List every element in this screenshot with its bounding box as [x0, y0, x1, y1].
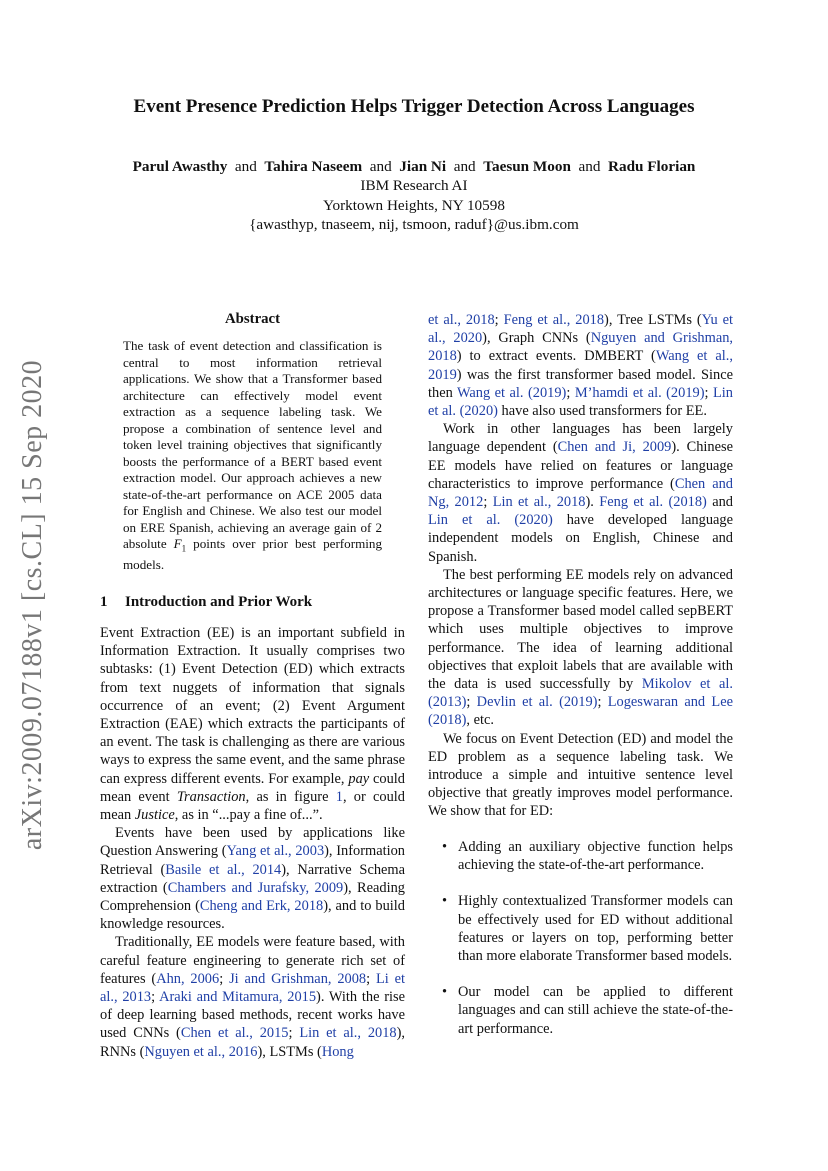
section-title: Introduction and Prior Work [125, 594, 313, 610]
abstract-body: The task of event detection and classification is central to most information retrieval applications. We show that a Transformer based architecture can effectively model event extraction as a sequence labeling task. We propose a combination of sentence level and token level training objectives that significantly boosts the performance of a BERT based event extraction model. Our approach achieves a new state-of-the-art performance on ACE 2005 data for English and Chinese. We also test our model on ERE Spanish, achieving an average gain of 2 absolute $F_1$ points over prior best performing models. [123, 338, 382, 573]
bullet-icon: • [442, 839, 448, 855]
citation-link[interactable]: Lin et al., 2018 [299, 1025, 397, 1042]
citation-link[interactable]: Mikolov et al. (2013) [428, 676, 734, 711]
list-item: • Highly contextualized Transformer models can be effectively used for ED without additional features or layers on top, performing better than more elaborate Transformer based models. [442, 893, 733, 965]
citation-link[interactable]: et al., 2018 [428, 312, 495, 328]
author-separator: and [578, 158, 601, 175]
citation-link[interactable]: Yu et al., 2020 [428, 312, 734, 347]
author-name: Parul Awasthy [132, 158, 228, 175]
citation-link[interactable]: Lin et al., 2018 [492, 494, 586, 511]
paragraph: Event Extraction (EE) is an important subfield in Information Extraction. It usually comprises two subtasks: (1) Event Detection (ED) which extracts from text nuggets of information that signals occurrence of an event; (2) Event Argument Extraction (EAE) which extracts the participants of an event. The task is challenging as there are various ways to express the same event, and the same phrase can express different events. For example, pay could mean event Transaction, as in figure 1, or could mean Justice, as in “...pay a fine of...”. [100, 625, 406, 824]
affiliation: IBM Research AI [360, 177, 468, 194]
author-name: Taesun Moon [483, 158, 571, 175]
citation-link[interactable]: Feng et al., 2018 [503, 312, 605, 328]
paragraph: Work in other languages has been largely language dependent (Chen and Ji, 2009). Chinese EE models have relied on features or language characteristics to improve performance (Chen and Ng, 2012; Lin et al., 2018). Feng et al. (2018) and Lin et al. (2020) have developed language independent models on English, Chinese and Spanish. [428, 421, 733, 565]
author-name: Radu Florian [608, 158, 696, 175]
citation-link[interactable]: Wang et al., 2019 [428, 348, 733, 383]
left-column-body [100, 624, 405, 1061]
citation-link[interactable]: Chen and Ng, 2012 [428, 475, 733, 511]
citation-link[interactable]: Chen and Ji, 2009 [557, 439, 672, 456]
paragraph: Traditionally, EE models were feature based, with careful feature engineering to generate rich set of features (Ahn, 2006; Ji and Grishman, 2008; Li et al., 2013; Araki and Mitamura, 2015). With the rise of deep learning based methods, recent works have used CNNs (Chen et al., 2015; Lin et al., 2018), RNNs (Nguyen et al., 2016), LSTMs (Hong [100, 934, 405, 1060]
address: Yorktown Heights, NY 10598 [323, 197, 505, 214]
citation-link[interactable]: Devlin et al. (2019) [476, 694, 598, 711]
citation-link[interactable]: Araki and Mitamura, 2015 [159, 989, 317, 1006]
section-heading [100, 594, 312, 611]
citation-link[interactable]: Ahn, 2006 [156, 970, 220, 987]
author-separator: and [453, 158, 476, 175]
arxiv-identifier-text: arXiv:2009.07188v1 [cs.CL] 15 Sep 2020 [17, 359, 48, 851]
author-name: Tahira Naseem [264, 158, 363, 175]
citation-link[interactable]: Basile et al., 2014 [165, 861, 282, 878]
figure-link[interactable]: 1 [335, 788, 343, 805]
list-item: • Adding an auxiliary objective function helps achieving the state-of-the-art performance. [442, 839, 733, 874]
author-list [0, 157, 828, 177]
bullet-icon: • [442, 984, 448, 1001]
paragraph: The best performing EE models rely on advanced architectures or language specific features. Here, we propose a Transformer based model called sepBERT which uses multiple objectives to improve performance. The idea of learning additional objectives that exploit labels that are available with the data is used successfully by Mikolov et al. (2013); Devlin et al. (2019); Logeswaran and Lee (2018), etc. [428, 566, 734, 729]
abstract-heading: Abstract [224, 311, 281, 327]
right-column-body [428, 311, 733, 821]
citation-link[interactable]: Cheng and Erk, 2018 [199, 898, 324, 915]
contribution-list [428, 838, 733, 1056]
citation-link[interactable]: Feng et al. (2018) [599, 494, 707, 511]
citation-link[interactable]: Hong [321, 1043, 354, 1060]
citation-link[interactable]: M’hamdi et al. (2019) [574, 384, 705, 401]
citation-link[interactable]: Chambers and Jurafsky, 2009 [167, 879, 344, 896]
paragraph: We focus on Event Detection (ED) and model the ED problem as a sequence labeling task. We introduce a simple and intuitive sentence level objective that greatly improves model performance. We show that for ED: [428, 730, 733, 820]
citation-link[interactable]: Chen et al., 2015 [180, 1025, 289, 1042]
author-separator: and [369, 158, 392, 175]
citation-link[interactable]: Lin et al. (2020) [428, 384, 733, 420]
author-name: Jian Ni [399, 158, 447, 175]
citation-link[interactable]: Wang et al. (2019) [456, 384, 567, 401]
paragraph: et al., 2018; Feng et al., 2018), Tree LSTMs (Yu et al., 2020), Graph CNNs (Nguyen and Grishman, 2018) to extract events. DMBERT (Wang et al., 2019) was the first transformer based model. Since then Wang et al. (2019); M’hamdi et al. (2019); Lin et al. (2020) have also used transformers for EE. [428, 312, 734, 420]
list-item: • Our model can be applied to different languages and can still achieve the state-of-the-art performance. [442, 984, 733, 1037]
citation-link[interactable]: Nguyen et al., 2016 [144, 1043, 258, 1060]
emails: {awasthyp, tnaseem, nij, tsmoon, raduf}@us.ibm.com [249, 216, 579, 233]
citation-link[interactable]: Nguyen and Grishman, 2018 [428, 330, 733, 365]
citation-link[interactable]: Yang et al., 2003 [226, 843, 325, 860]
author-separator: and [234, 158, 257, 175]
bullet-icon: • [442, 893, 448, 910]
arxiv-identifier [8, 360, 58, 850]
paper-title: Event Presence Prediction Helps Trigger Detection Across Languages [133, 96, 695, 117]
citation-link[interactable]: Logeswaran and Lee (2018) [428, 694, 733, 729]
citation-link[interactable]: Ji and Grishman, 2008 [229, 970, 367, 987]
citation-link[interactable]: Lin et al. (2020) [428, 512, 553, 529]
citation-link[interactable]: Li et al., 2013 [100, 970, 405, 1006]
paragraph: Events have been used by applications like Question Answering (Yang et al., 2003), Information Retrieval (Basile et al., 2014), Narrative Schema extraction (Chambers and Jurafsky, 2009), Reading Comprehension (Cheng and Erk, 2018), and to build knowledge resources. [100, 825, 405, 933]
section-number: 1 [100, 594, 108, 610]
